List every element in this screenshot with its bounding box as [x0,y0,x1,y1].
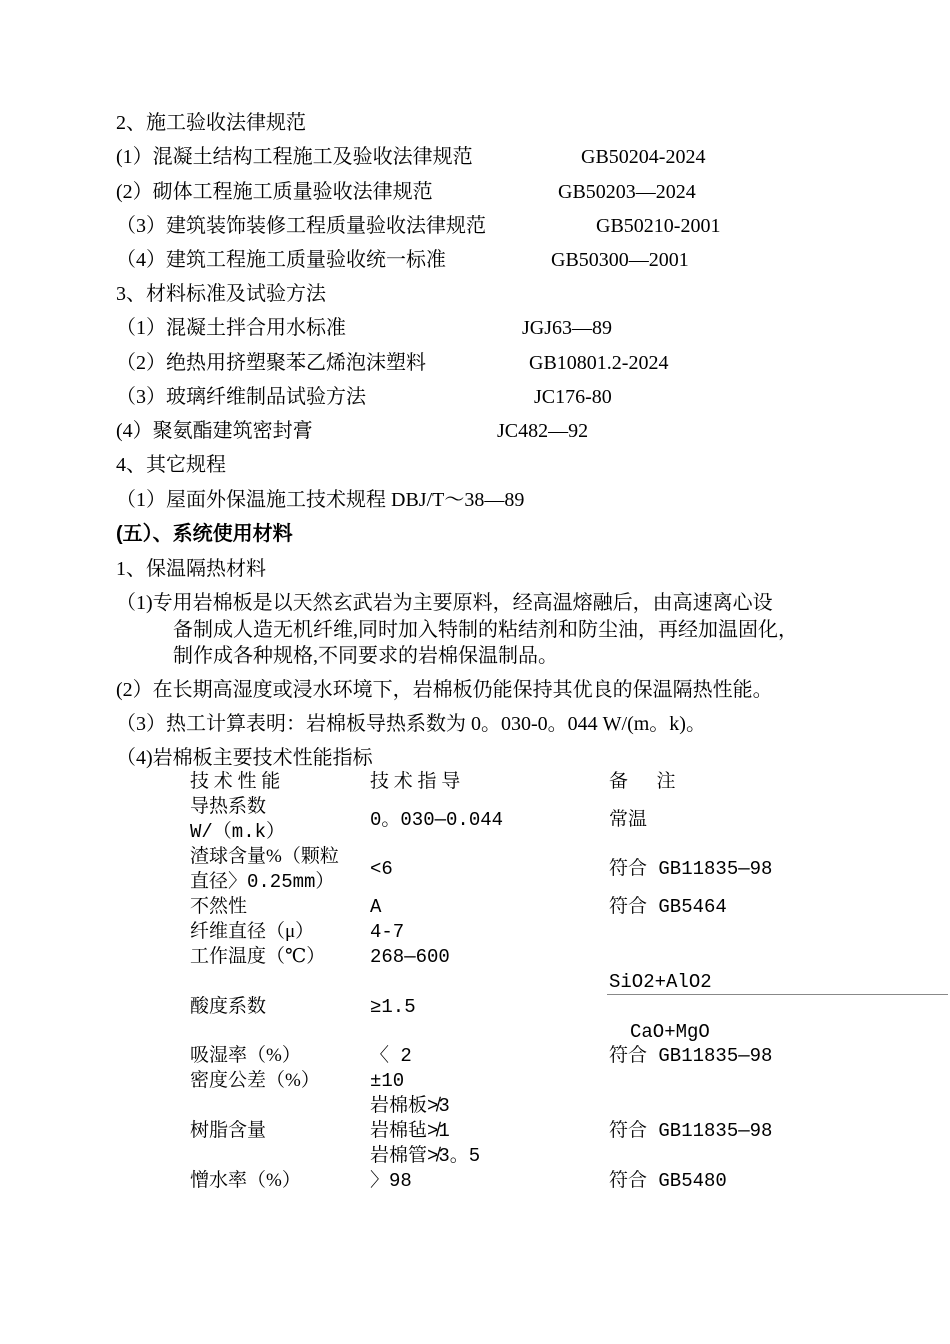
property-cell: 渣球含量%（颗粒 [190,846,339,867]
note-cell: 符合 GB11835—98 [609,1120,773,1142]
property-cell: 吸湿率（%） [190,1045,301,1066]
value-cell: <6 [370,858,393,880]
table-header: 技 术 性 能 [190,771,281,792]
property-cell: 憎水率（%） [190,1170,301,1191]
property-cell: 工作温度（℃） [190,946,326,967]
table-header: 备 注 [609,771,676,792]
standard-code: GB10801.2-2024 [529,352,669,374]
value-cell: A [370,896,382,918]
note-cell: 符合 GB5480 [609,1170,727,1192]
note-cell: 符合 GB11835—98 [609,1045,773,1067]
standard-code: GB50204-2024 [581,146,706,168]
standard-code: JC482—92 [497,420,589,442]
value-cell: 268—600 [370,946,450,968]
fraction-denominator: CaO+MgO [630,1021,710,1043]
paragraph: （3）热工计算表明：岩棉板导热系数为 0。030-0。044 W/(m。k)。 [116,713,706,735]
standard-code: JGJ63—89 [522,317,613,339]
value-cell: 〉98 [370,1170,412,1192]
standard-name: （2）绝热用挤塑聚苯乙烯泡沫塑料 [116,352,426,374]
standard-code: GB50300—2001 [551,249,689,271]
paragraph-line: （1)专用岩棉板是以天然玄武岩为主要原料，经高温熔融后，由高速离心设 [116,592,773,614]
value-cell: 〈 2 [370,1045,412,1067]
value-cell: 岩棉管≯3。5 [370,1145,481,1167]
property-cell: 不然性 [190,896,248,917]
standard-name: (1）混凝土结构工程施工及验收法律规范 [116,146,473,168]
standard-name: （3）玻璃纤维制品试验方法 [116,386,366,408]
note-cell: 常温 [609,809,648,830]
table-caption: （4)岩棉板主要技术性能指标 [116,747,373,769]
section-3-heading: 3、材料标准及试验方法 [116,283,326,305]
value-cell: ≥1.5 [370,996,416,1018]
paragraph-line: 备制成人造无机纤维,同时加入特制的粘结剂和防尘油，再经加温固化， [173,619,798,641]
section-5-heading: (五）、系统使用材料 [116,523,293,545]
subsection-heading: 1、保温隔热材料 [116,558,266,580]
note-cell: 符合 GB5464 [609,896,727,918]
fraction-bar [607,994,948,995]
property-cell: 密度公差（%） [190,1070,320,1091]
paragraph: (2）在长期高湿度或浸水环境下，岩棉板仍能保持其优良的保温隔热性能。 [116,679,773,701]
property-cell: 树脂含量 [190,1120,267,1141]
property-cell: 导热系数 [190,796,267,817]
standard-name: (2）砌体工程施工质量验收法律规范 [116,181,433,203]
standard-name: (4）聚氨酯建筑密封膏 [116,420,313,442]
standard-code: GB50203—2024 [558,181,696,203]
standard-name: （3）建筑装饰装修工程质量验收法律规范 [116,215,486,237]
value-cell: 4-7 [370,921,405,943]
section-4-heading: 4、其它规程 [116,454,226,476]
value-cell: ±10 [370,1070,405,1092]
value-cell: 岩棉板≯3 [370,1095,450,1117]
table-header: 技 术 指 导 [370,771,461,792]
standard-code: JC176-80 [534,386,612,408]
property-cell: 直径〉0.25mm） [190,871,335,893]
section-2-heading: 2、施工验收法律规范 [116,112,306,134]
fraction-numerator: SiO2+AlO2 [609,971,712,993]
property-cell: 酸度系数 [190,996,267,1017]
property-cell: 纤维直径（μ） [190,921,315,942]
note-cell: 符合 GB11835—98 [609,858,773,880]
regulation-item: （1）屋面外保温施工技术规程 DBJ/T～38—89 [116,489,525,511]
standard-name: （1）混凝土拌合用水标准 [116,317,346,339]
standard-code: GB50210-2001 [596,215,721,237]
paragraph-line: 制作成各种规格,不同要求的岩棉保温制品。 [173,645,558,667]
property-cell: W/（m.k） [190,821,286,843]
value-cell: 岩棉毡≯1 [370,1120,450,1142]
value-cell: 0。030—0.044 [370,809,504,831]
standard-name: （4）建筑工程施工质量验收统一标准 [116,249,446,271]
